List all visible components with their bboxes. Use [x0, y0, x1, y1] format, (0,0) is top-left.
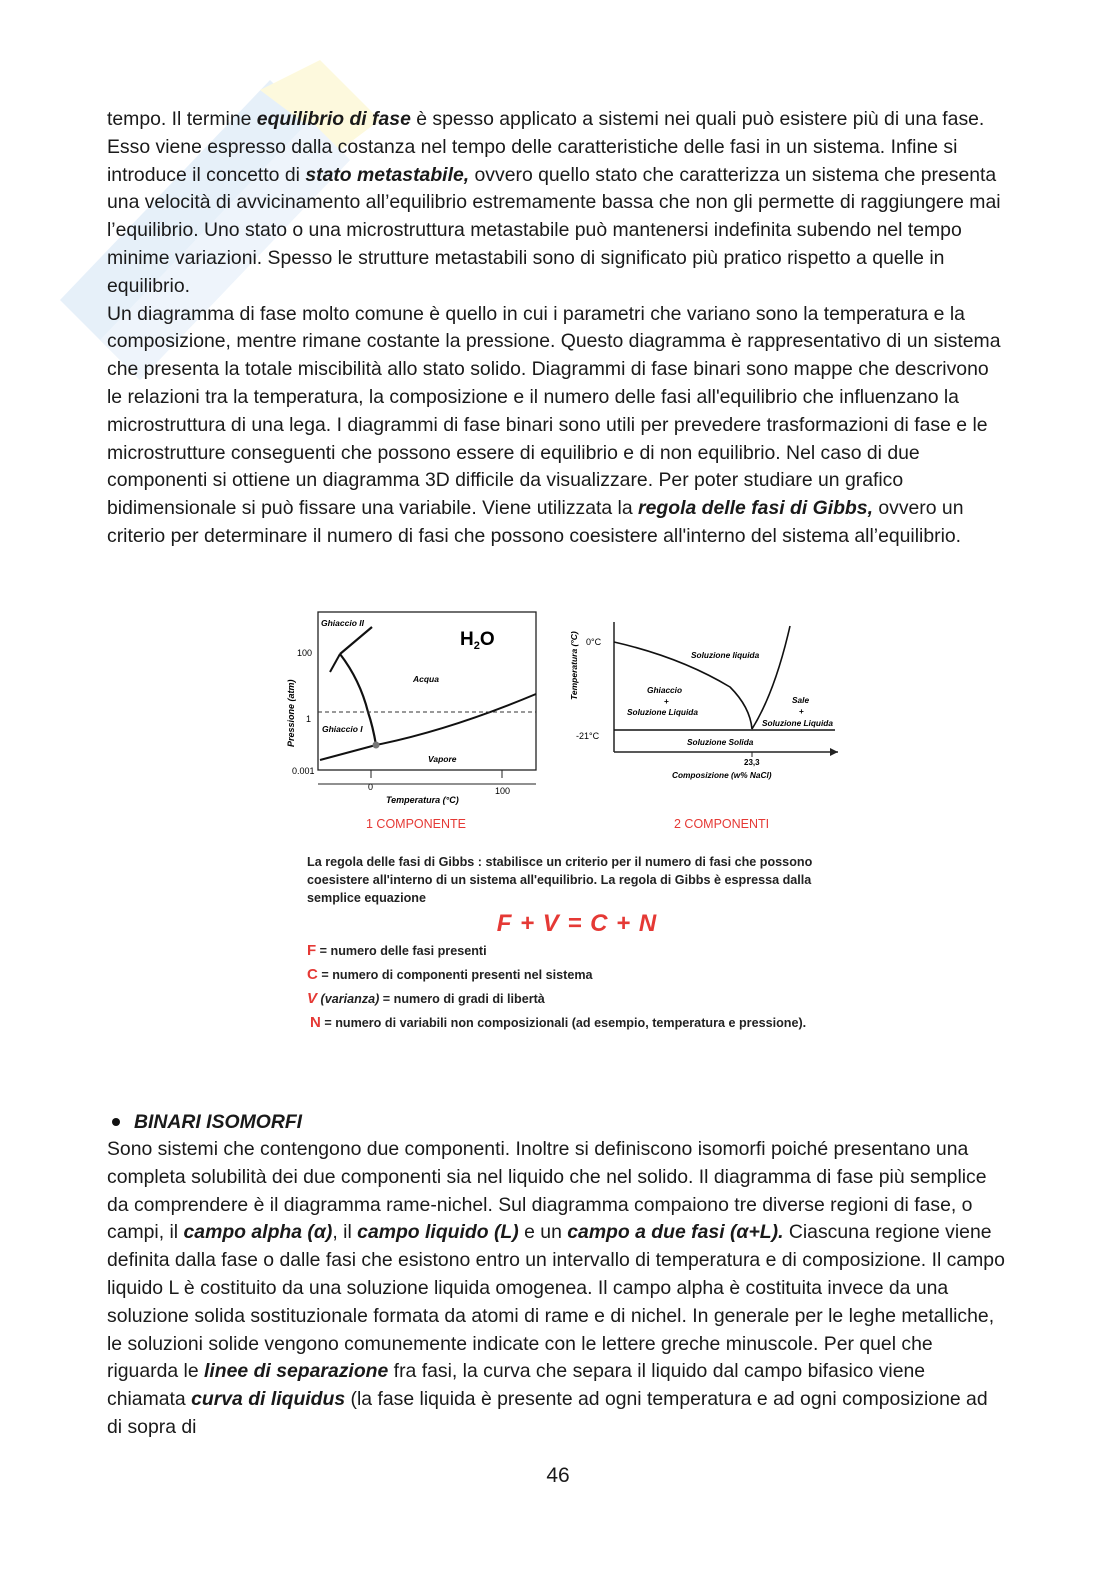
tick-0c: 0°C — [586, 637, 602, 647]
paragraph-metastable: tempo. Il termine equilibrio di fase è spesso applicato a sistemi nei quali può esistere più di una fase. Esso viene espresso dalla costanza nel tempo delle caratteristiche delle fasi in un sistema. Infine si introduce il concetto di stato metastabile, ovvero quello stato che caratterizza un sistema che presenta una velocità di avvicinamento all’equilibrio estremamente bassa che non gli permette di raggiungere mai l’equilibrio. Uno stato o una microstruttura metastabile può mantenersi indefinita subendo nel tempo minime variazioni. Spesso le strutture metastabili sono di significato più pratico rispetto a quelle in equilibrio. — [107, 108, 1001, 297]
y-axis-title: Pressione (atm) — [286, 679, 296, 747]
term-curva-liquidus: curva di liquidus — [191, 1388, 346, 1411]
term-regola-gibbs: regola delle fasi di Gibbs, — [638, 497, 873, 520]
caption-1-componente: 1 COMPONENTE — [366, 817, 467, 831]
nacl-phase-diagram — [569, 622, 838, 831]
label-ghiaccio-ii: Ghiaccio II — [321, 618, 364, 628]
label-soluzione-liquida: Soluzione liquida — [691, 650, 760, 660]
label-vapore: Vapore — [428, 754, 457, 764]
gibbs-intro: La regola delle fasi di Gibbs : stabilisce un criterio per il numero di fasi che possono coesistere all'interno di un sistema all'equilibrio. La regola di Gibbs è espressa dalla semplice equazione — [307, 855, 813, 905]
x-label-100: 100 — [495, 786, 511, 796]
tick-233: 23,3 — [744, 758, 760, 767]
y-tick-0001: 0.001 — [292, 766, 315, 776]
tick-minus21c: -21°C — [576, 731, 600, 741]
term-campo-due-fasi: campo a due fasi (α+L). — [567, 1221, 784, 1244]
water-phase-diagram — [286, 612, 536, 831]
label-ice-solution: Soluzione Liquida — [627, 707, 698, 717]
section-body: Sono sistemi che contengono due componenti. Inoltre si definiscono isomorfi poiché presentano una completa solubilità dei due componenti sia nel liquido che nel solido. Il diagramma di fase più semplice da comprendere è il diagramma rame-nichel. Sul diagramma compaiono tre diverse regioni di fase, o campi, il campo alpha (α), il campo liquido (L) e un campo a due fasi (α+L). Ciascuna regione viene definita dalla fase o dalle fasi che esistono entro un intervallo di temperatura e di composizione. Il campo liquido L è costituito da una soluzione liquida omogenea. Il campo alpha è costituita invece da una soluzione solida sostituzionale formata da atomi di rame e di nichel. In generale per le leghe metalliche, le soluzioni solide vengono comunemente indicate con le lettere greche minuscole. Per quel che riguarda le linee di separazione fra fasi, la curva che separa il liquido dal campo bifasico viene chiamata curva di liquidus (la fase liquida è presente ad ogni temperatura e ad ogni composizione ad di sopra di — [107, 1138, 1005, 1438]
right-y-axis-title: Temperatura (°C) — [569, 631, 579, 700]
right-x-axis-title: Composizione (w% NaCl) — [672, 770, 772, 780]
y-tick-1: 1 — [306, 714, 312, 724]
formula-h2o: $H_2O$ — [460, 629, 495, 652]
page-number: 46 — [546, 1464, 570, 1487]
ice-ii-boundary — [330, 654, 340, 672]
liquidus-salt — [752, 626, 790, 729]
gibbs-equation: F + V = C + N — [496, 910, 658, 937]
label-ghiaccio-i: Ghiaccio I — [322, 724, 363, 734]
term-campo-alpha: campo alpha (α) — [183, 1221, 333, 1244]
caption-2-componenti: 2 COMPONENTI — [674, 817, 770, 831]
bullet-icon — [112, 1118, 120, 1126]
paragraph-diagramma-fase: Un diagramma di fase molto comune è quello in cui i parametri che variano sono la temperatura e la composizione, mentre rimane costante la pressione. Questo diagramma è rappresentativo di un sistema che presenta la totale miscibilità allo stato solido. Diagrammi di fase binari sono mappe che descrivono le relazioni tra la temperatura, la composizione e il numero delle fasi all'equilibrio che influenzano la microstruttura di una lega. I diagrammi di fase binari sono utili per prevedere trasformazioni di fase e le microstrutture conseguenti che possono essere di equilibrio e di non equilibrio. Nel caso di due componenti si ottiene un diagramma 3D difficile da visualizzare. Per poter studiare un grafico bidimensionale si può fissare una variabile. Viene utilizzata la regola delle fasi di Gibbs, ovvero un criterio per determinare il numero di fasi che possono coesistere all'interno del sistema all’equilibrio. — [107, 302, 1001, 547]
label-plus-ice: + — [664, 696, 669, 706]
phase-diagrams — [280, 602, 850, 852]
label-sale: Sale — [792, 695, 810, 705]
x-axis-title: Temperatura (°C) — [386, 795, 459, 805]
gibbs-def-f: F = numero delle fasi presenti — [307, 942, 487, 959]
right-x-arrow — [830, 748, 838, 756]
term-stato-metastabile: stato metastabile, — [305, 163, 470, 186]
intro-paragraphs — [107, 106, 1007, 551]
term-campo-liquido: campo liquido (L) — [357, 1221, 519, 1244]
gibbs-def-n: N = numero di variabili non composizionali (ad esempio, temperatura e pressione). — [310, 1014, 807, 1031]
label-ghiaccio: Ghiaccio — [647, 685, 683, 695]
label-acqua: Acqua — [413, 674, 439, 684]
triple-point — [373, 742, 380, 749]
label-soluzione-solida: Soluzione Solida — [687, 737, 754, 747]
section-heading: BINARI ISOMORFI — [107, 1108, 1007, 1136]
y-tick-100: 100 — [297, 648, 313, 658]
label-salt-solution: Soluzione Liquida — [762, 718, 833, 728]
x-label-0: 0 — [368, 782, 374, 792]
gibbs-rule-box — [307, 853, 847, 1035]
label-plus-salt: + — [799, 706, 804, 716]
gibbs-def-c: C = numero di componenti presenti nel sistema — [307, 966, 593, 983]
gibbs-def-v: V (varianza) = numero di gradi di libertà — [307, 990, 545, 1007]
term-linee-separazione: linee di separazione — [204, 1360, 389, 1383]
section-binari-isomorfi — [107, 1108, 1007, 1442]
term-equilibrio-di-fase: equilibrio di fase — [256, 108, 411, 130]
water-diagram-frame — [318, 612, 536, 770]
